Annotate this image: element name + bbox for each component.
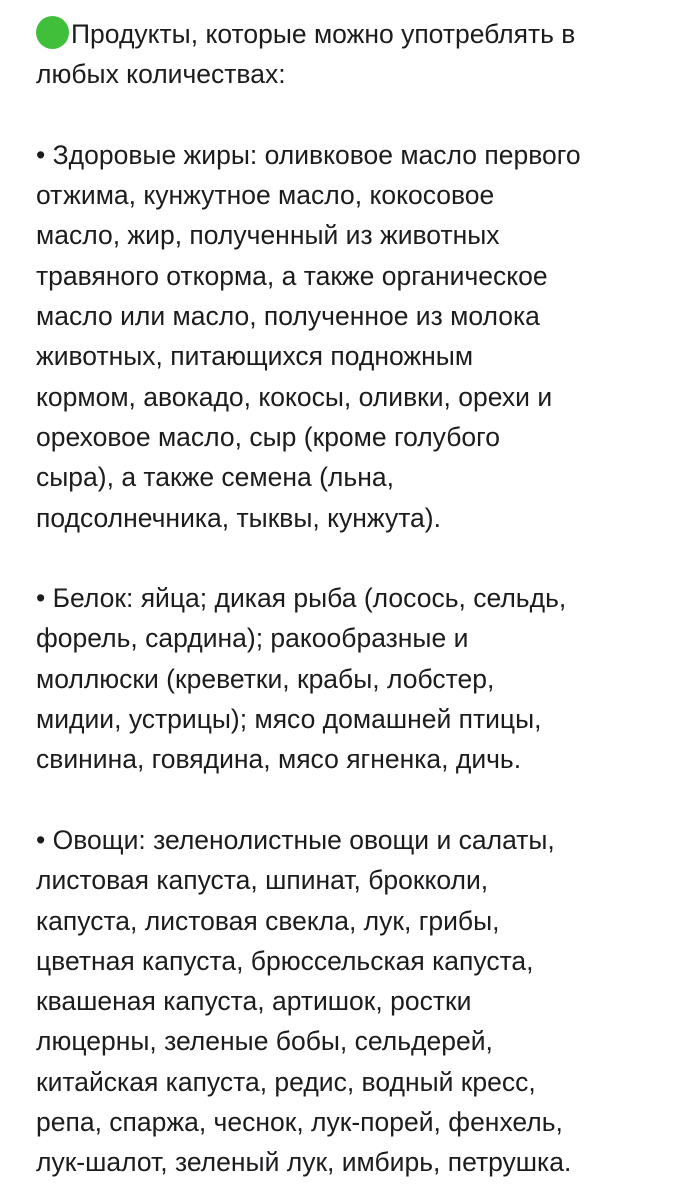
paragraph-line: репа, спаржа, чеснок, лук-порей, фенхель,	[36, 1107, 563, 1138]
paragraph-line: форель, сардина); ракообразные и	[36, 623, 469, 654]
paragraph-line: цветная капуста, брюссельская капуста,	[36, 945, 534, 976]
green-circle-icon	[36, 16, 69, 49]
protein-paragraph	[36, 578, 646, 779]
paragraph-line: моллюски (креветки, крабы, лобстер,	[36, 663, 495, 694]
paragraph-line: масло или масло, полученное из молока	[36, 301, 540, 332]
paragraph-line: травяного откорма, а также органическое	[36, 260, 548, 291]
paragraph-line: кормом, авокадо, кокосы, оливки, орехи и	[36, 381, 553, 412]
paragraph-line: люцерны, зеленые бобы, сельдерей,	[36, 1026, 493, 1057]
paragraph-line: китайская капуста, редис, водный кресс,	[36, 1066, 536, 1097]
paragraph-line: • Белок: яйца; дикая рыба (лосось, сельдь,	[36, 583, 567, 614]
paragraph-line: мидии, устрицы); мясо домашней птицы,	[36, 704, 542, 735]
paragraph-line: • Овощи: зеленолистные овощи и салаты,	[36, 824, 555, 855]
paragraph-line: отжима, кунжутное масло, кокосовое	[36, 180, 495, 211]
paragraph-line: • Здоровые жиры: оливковое масло первого	[36, 139, 581, 170]
paragraph-line: свинина, говядина, мясо ягненка, дичь.	[36, 744, 522, 775]
paragraph-line: подсолнечника, тыквы, кунжута).	[36, 502, 441, 533]
paragraph-gap	[36, 780, 646, 820]
vegetables-paragraph	[36, 820, 646, 1183]
fats-paragraph	[36, 135, 646, 538]
paragraph-line: капуста, листовая свекла, лук, грибы,	[36, 905, 500, 936]
heading-line	[36, 14, 646, 54]
heading-line: любых количествах:	[36, 59, 286, 90]
paragraph-line: сыра), а также семена (льна,	[36, 462, 394, 493]
paragraph-line: масло, жир, полученный из животных	[36, 220, 500, 251]
paragraph-line: квашеная капуста, артишок, ростки	[36, 986, 472, 1017]
paragraph-line: лук-шалот, зеленый лук, имбирь, петрушка.	[36, 1147, 572, 1178]
heading	[36, 14, 646, 95]
heading-text: Продукты, которые можно употреблять в	[71, 19, 576, 49]
paragraph-gap	[36, 95, 646, 135]
paragraph-line: ореховое масло, сыр (кроме голубого	[36, 421, 500, 452]
paragraph-line: животных, питающихся подножным	[36, 341, 474, 372]
paragraph-line: листовая капуста, шпинат, брокколи,	[36, 865, 489, 896]
paragraph-gap	[36, 538, 646, 578]
document-body	[36, 14, 646, 1183]
